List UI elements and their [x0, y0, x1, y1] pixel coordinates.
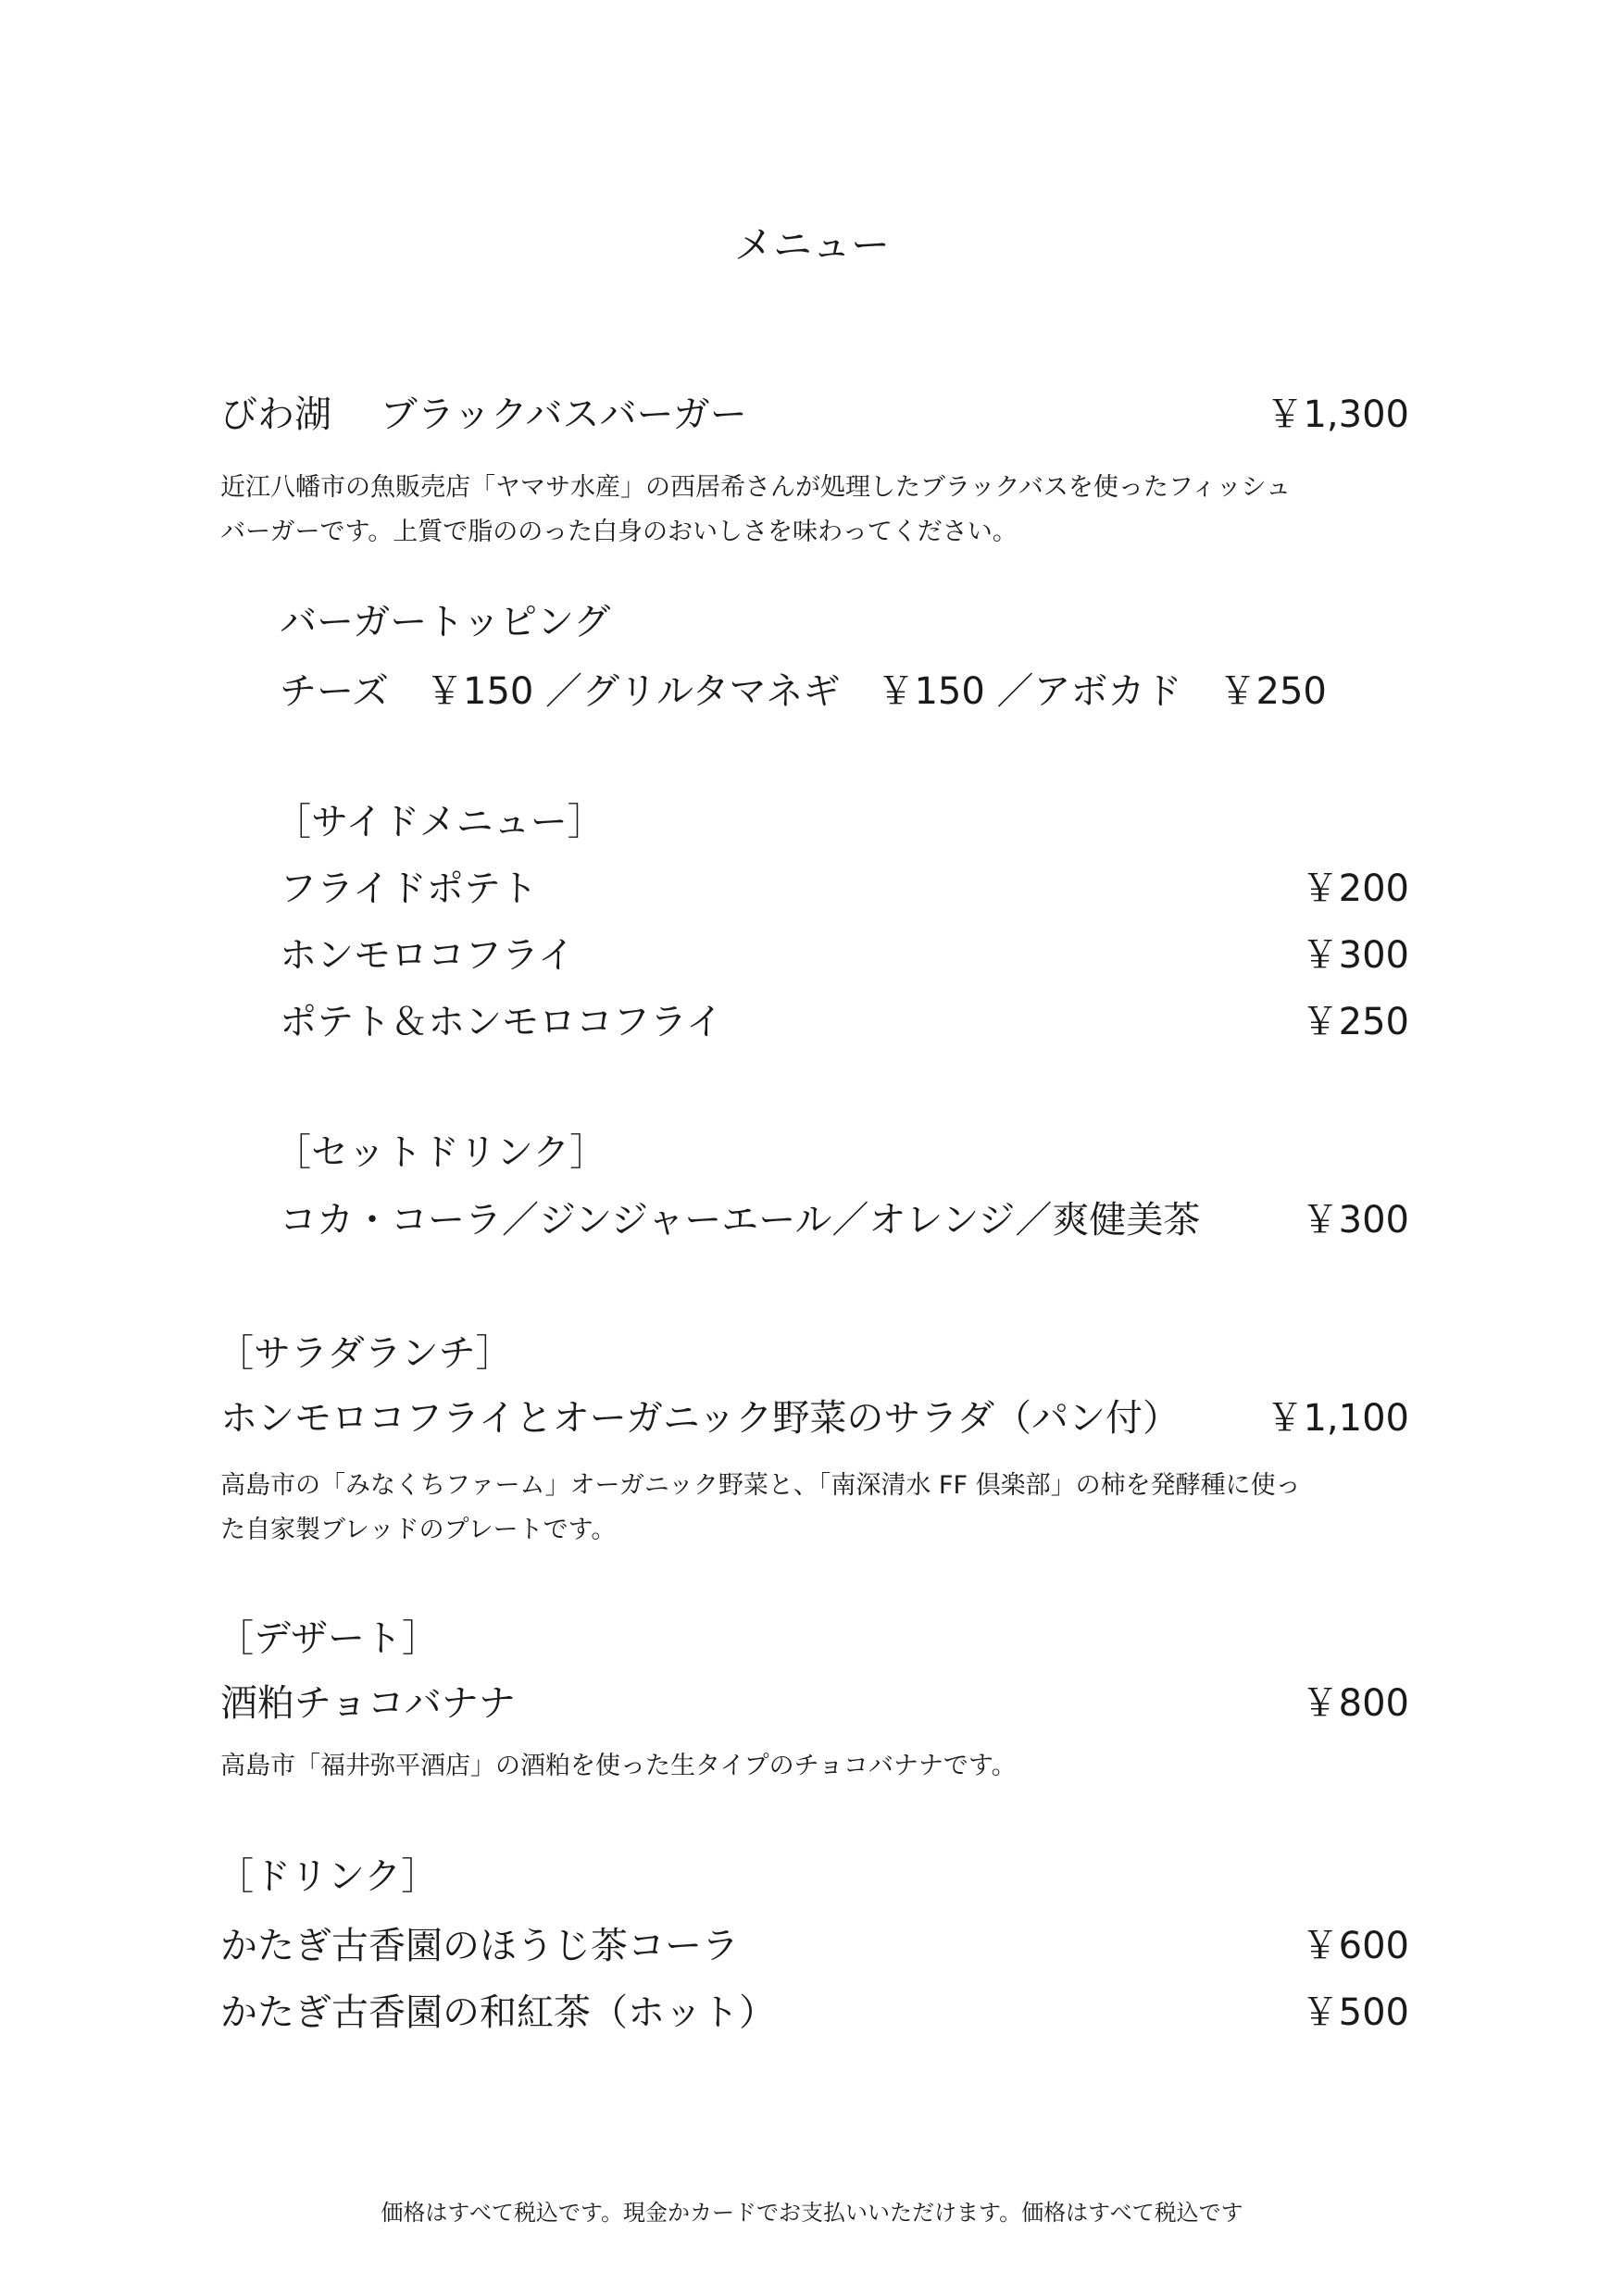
topping-heading: バーガートッピング [280, 601, 611, 643]
dessert-heading: ［デザート］ [217, 1617, 439, 1660]
side-item-name: フライドポテト [280, 867, 538, 910]
drink-heading: ［ドリンク］ [217, 1855, 439, 1898]
dessert-name: 酒粕チョコバナナ [220, 1682, 516, 1725]
dessert-description: 高島市「福井弥平酒店」の酒粕を使った生タイプのチョコバナナです。 [220, 1752, 1017, 1780]
set-drink-heading: ［セットドリンク］ [274, 1131, 607, 1174]
drink-item-name: かたぎ古香園の和紅茶（ホット） [220, 1991, 776, 2034]
side-item-name: ポテト＆ホンモロコフライ [280, 1001, 723, 1043]
side-item-price: ￥200 [1301, 867, 1409, 910]
burger-price: ￥1,300 [1266, 393, 1409, 436]
set-drink-price: ￥300 [1301, 1199, 1409, 1242]
page-title: メニュー [733, 222, 890, 268]
drink-item-name: かたぎ古香園のほうじ茶コーラ [220, 1925, 739, 1967]
side-item-price: ￥300 [1301, 934, 1409, 977]
side-item-name: ホンモロコフライ [280, 934, 575, 977]
salad-description-line-2: た自家製ブレッドのプレートです。 [220, 1516, 617, 1544]
salad-description-line-1: 高島市の「みなくちファーム」オーガニック野菜と、「南深清水 FF 倶楽部」の柿を発酵種に使っ [220, 1471, 1301, 1500]
topping-line: チーズ ￥150 ／グリルタマネギ ￥150 ／アボカド ￥250 [280, 670, 1327, 713]
salad-lunch-heading: ［サラダランチ］ [217, 1332, 513, 1375]
side-item-price: ￥250 [1301, 1001, 1409, 1043]
side-menu-heading: ［サイドメニュー］ [274, 801, 605, 843]
burger-description-line-2: バーガーです。上質で脂ののった白身のおいしさを味わってください。 [220, 518, 1018, 546]
footer-note: 価格はすべて税込です。現金かカードでお支払いいただけます。価格はすべて税込です [381, 2200, 1243, 2226]
drink-item-price: ￥500 [1301, 1991, 1409, 2034]
salad-price: ￥1,100 [1266, 1397, 1409, 1440]
burger-description-line-1: 近江八幡市の魚販売店「ヤマサ水産」の西居希さんが処理したブラックバスを使ったフィッシュ [220, 473, 1292, 502]
burger-name: びわ湖 ブラックバスバーガー [220, 393, 747, 436]
set-drink-name: コカ・コーラ／ジンジャーエール／オレンジ／爽健美茶 [280, 1199, 1201, 1242]
drink-item-price: ￥600 [1301, 1925, 1409, 1967]
dessert-price: ￥800 [1301, 1682, 1409, 1725]
salad-name: ホンモロコフライとオーガニック野菜のサラダ（パン付） [220, 1397, 1180, 1440]
